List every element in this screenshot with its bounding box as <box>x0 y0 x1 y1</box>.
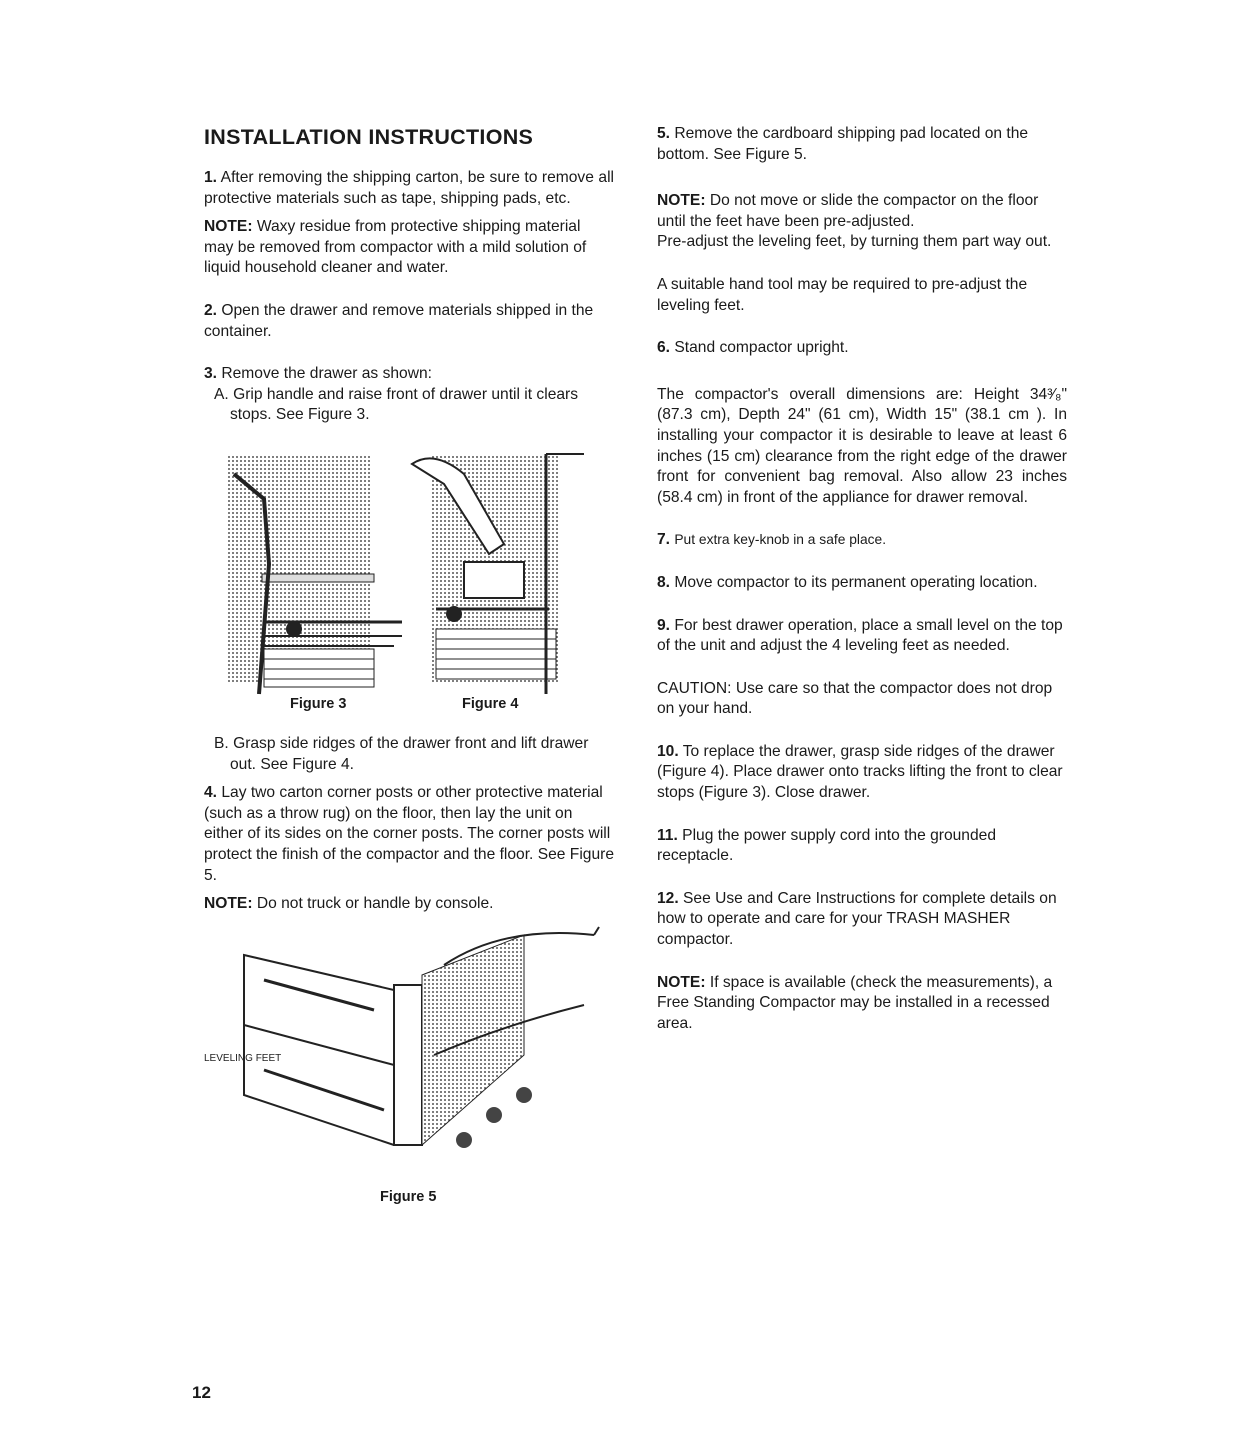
step-12 <box>657 889 1067 951</box>
left-column <box>204 124 614 1215</box>
step-2 <box>204 301 614 342</box>
step-text: After removing the shipping carton, be sure to remove all protective materials such as tape, shipping pads, etc. <box>204 169 614 207</box>
step-10 <box>657 742 1067 804</box>
step-text: Open the drawer and remove materials shipped in the container. <box>204 301 594 340</box>
dimensions-text: The compactor's overall dimensions are: Height 34³⁄₈" (87.3 cm), Depth 24" (61 cm), Width 15" (38.1 cm ). In installing your compactor it is desirable to leave at least 6 inches (15 cm) clearance from the right edge of the drawer front for convenient bag removal. Also allow 23 inches (58.4 cm) in front of the appliance for drawer removal. <box>657 385 1067 506</box>
step-8 <box>657 573 1067 594</box>
step-number: 6. <box>657 339 671 357</box>
step-text: Put extra key-knob in a safe place. <box>674 532 887 548</box>
page-number: 12 <box>192 1383 211 1402</box>
step-3a: A. Grip handle and raise front of drawer until it clears stops. See Figure 3. <box>214 385 579 424</box>
note-slide <box>657 191 1067 232</box>
step-text: Remove the cardboard shipping pad located on the bottom. See Figure 5. <box>657 125 1029 163</box>
preadjust-text: Pre-adjust the leveling feet, by turning them part way out. <box>657 233 1052 251</box>
note-residue <box>204 217 614 279</box>
figure-3-drawing <box>228 454 402 694</box>
step-11 <box>657 826 1067 867</box>
step-number: 3. <box>204 365 218 383</box>
figure-4-drawing <box>412 454 584 694</box>
leveling-feet-label: LEVELING FEET <box>204 1052 282 1064</box>
figure-3-caption: Figure 3 <box>290 695 347 712</box>
step-number: 4. <box>204 784 218 802</box>
right-column <box>657 124 1067 1034</box>
page-title: INSTALLATION INSTRUCTIONS <box>204 125 534 149</box>
note-text: Do not truck or handle by console. <box>256 895 494 913</box>
step-3 <box>204 364 614 385</box>
note-label: NOTE: <box>657 973 706 991</box>
step-number: 11. <box>657 826 678 844</box>
figures-3-4 <box>204 444 614 734</box>
step-text: See Use and Care Instructions for complete details on how to operate and care for your TRASH MASHER compactor. <box>657 889 1057 949</box>
step-6 <box>657 338 1067 359</box>
step-4 <box>204 783 614 886</box>
figure-5-caption: Figure 5 <box>380 1188 437 1205</box>
step-7 <box>657 530 1067 551</box>
figure-5 <box>204 915 614 1215</box>
figure-5-drawing <box>244 927 599 1148</box>
step-number: 10. <box>657 742 679 760</box>
compactor-on-side-illustration <box>204 915 614 1175</box>
step-number: 2. <box>204 301 218 319</box>
step-text: For best drawer operation, place a small level on the top of the unit and adjust the 4 leveling feet as needed. <box>657 616 1063 655</box>
note-recessed <box>657 973 1067 1035</box>
step-number: 12. <box>657 889 679 907</box>
hand-tool-text: A suitable hand tool may be required to pre-adjust the leveling feet. <box>657 275 1028 314</box>
step-number: 5. <box>657 125 671 142</box>
note-label: NOTE: <box>204 218 253 236</box>
caution-text: CAUTION: Use care so that the compactor does not drop on your hand. <box>657 679 1053 718</box>
step-3b: B. Grasp side ridges of the drawer front and lift drawer out. See Figure 4. <box>214 734 589 773</box>
drawer-removal-illustration <box>204 444 614 714</box>
step-number: 7. <box>657 531 671 549</box>
note-label: NOTE: <box>657 192 706 210</box>
step-text: Stand compactor upright. <box>674 339 849 357</box>
step-1 <box>204 168 614 209</box>
step-number: 9. <box>657 616 671 634</box>
step-text: Plug the power supply cord into the grounded receptacle. <box>657 826 996 865</box>
figure-4-caption: Figure 4 <box>462 695 519 712</box>
note-text: Do not move or slide the compactor on the floor until the feet have been pre-adjusted. <box>657 192 1039 230</box>
note-console <box>204 894 614 915</box>
step-text: Lay two carton corner posts or other protective material (such as a throw rug) on the floor, then lay the unit on either of its sides on the corner posts. The corner posts will protect the finish of the compactor and the floor. See Figure 5. <box>204 784 615 884</box>
step-number: 8. <box>657 573 671 591</box>
step-text: Move compactor to its permanent operating location. <box>674 573 1038 591</box>
note-text: If space is available (check the measurements), a Free Standing Compactor may be installed in a recessed area. <box>657 973 1053 1032</box>
note-label: NOTE: <box>204 895 253 913</box>
step-9 <box>657 616 1067 657</box>
note-text: Waxy residue from protective shipping material may be removed from compactor with a mild solution of liquid household cleaner and water. <box>204 218 587 277</box>
step-5 <box>657 124 1067 165</box>
step-text: Remove the drawer as shown: <box>221 365 432 383</box>
step-number: 1. <box>204 169 218 186</box>
step-text: To replace the drawer, grasp side ridges of the drawer (Figure 4). Place drawer onto tracks lifting the front to clear stops (Figure 3). Close drawer. <box>657 742 1063 802</box>
